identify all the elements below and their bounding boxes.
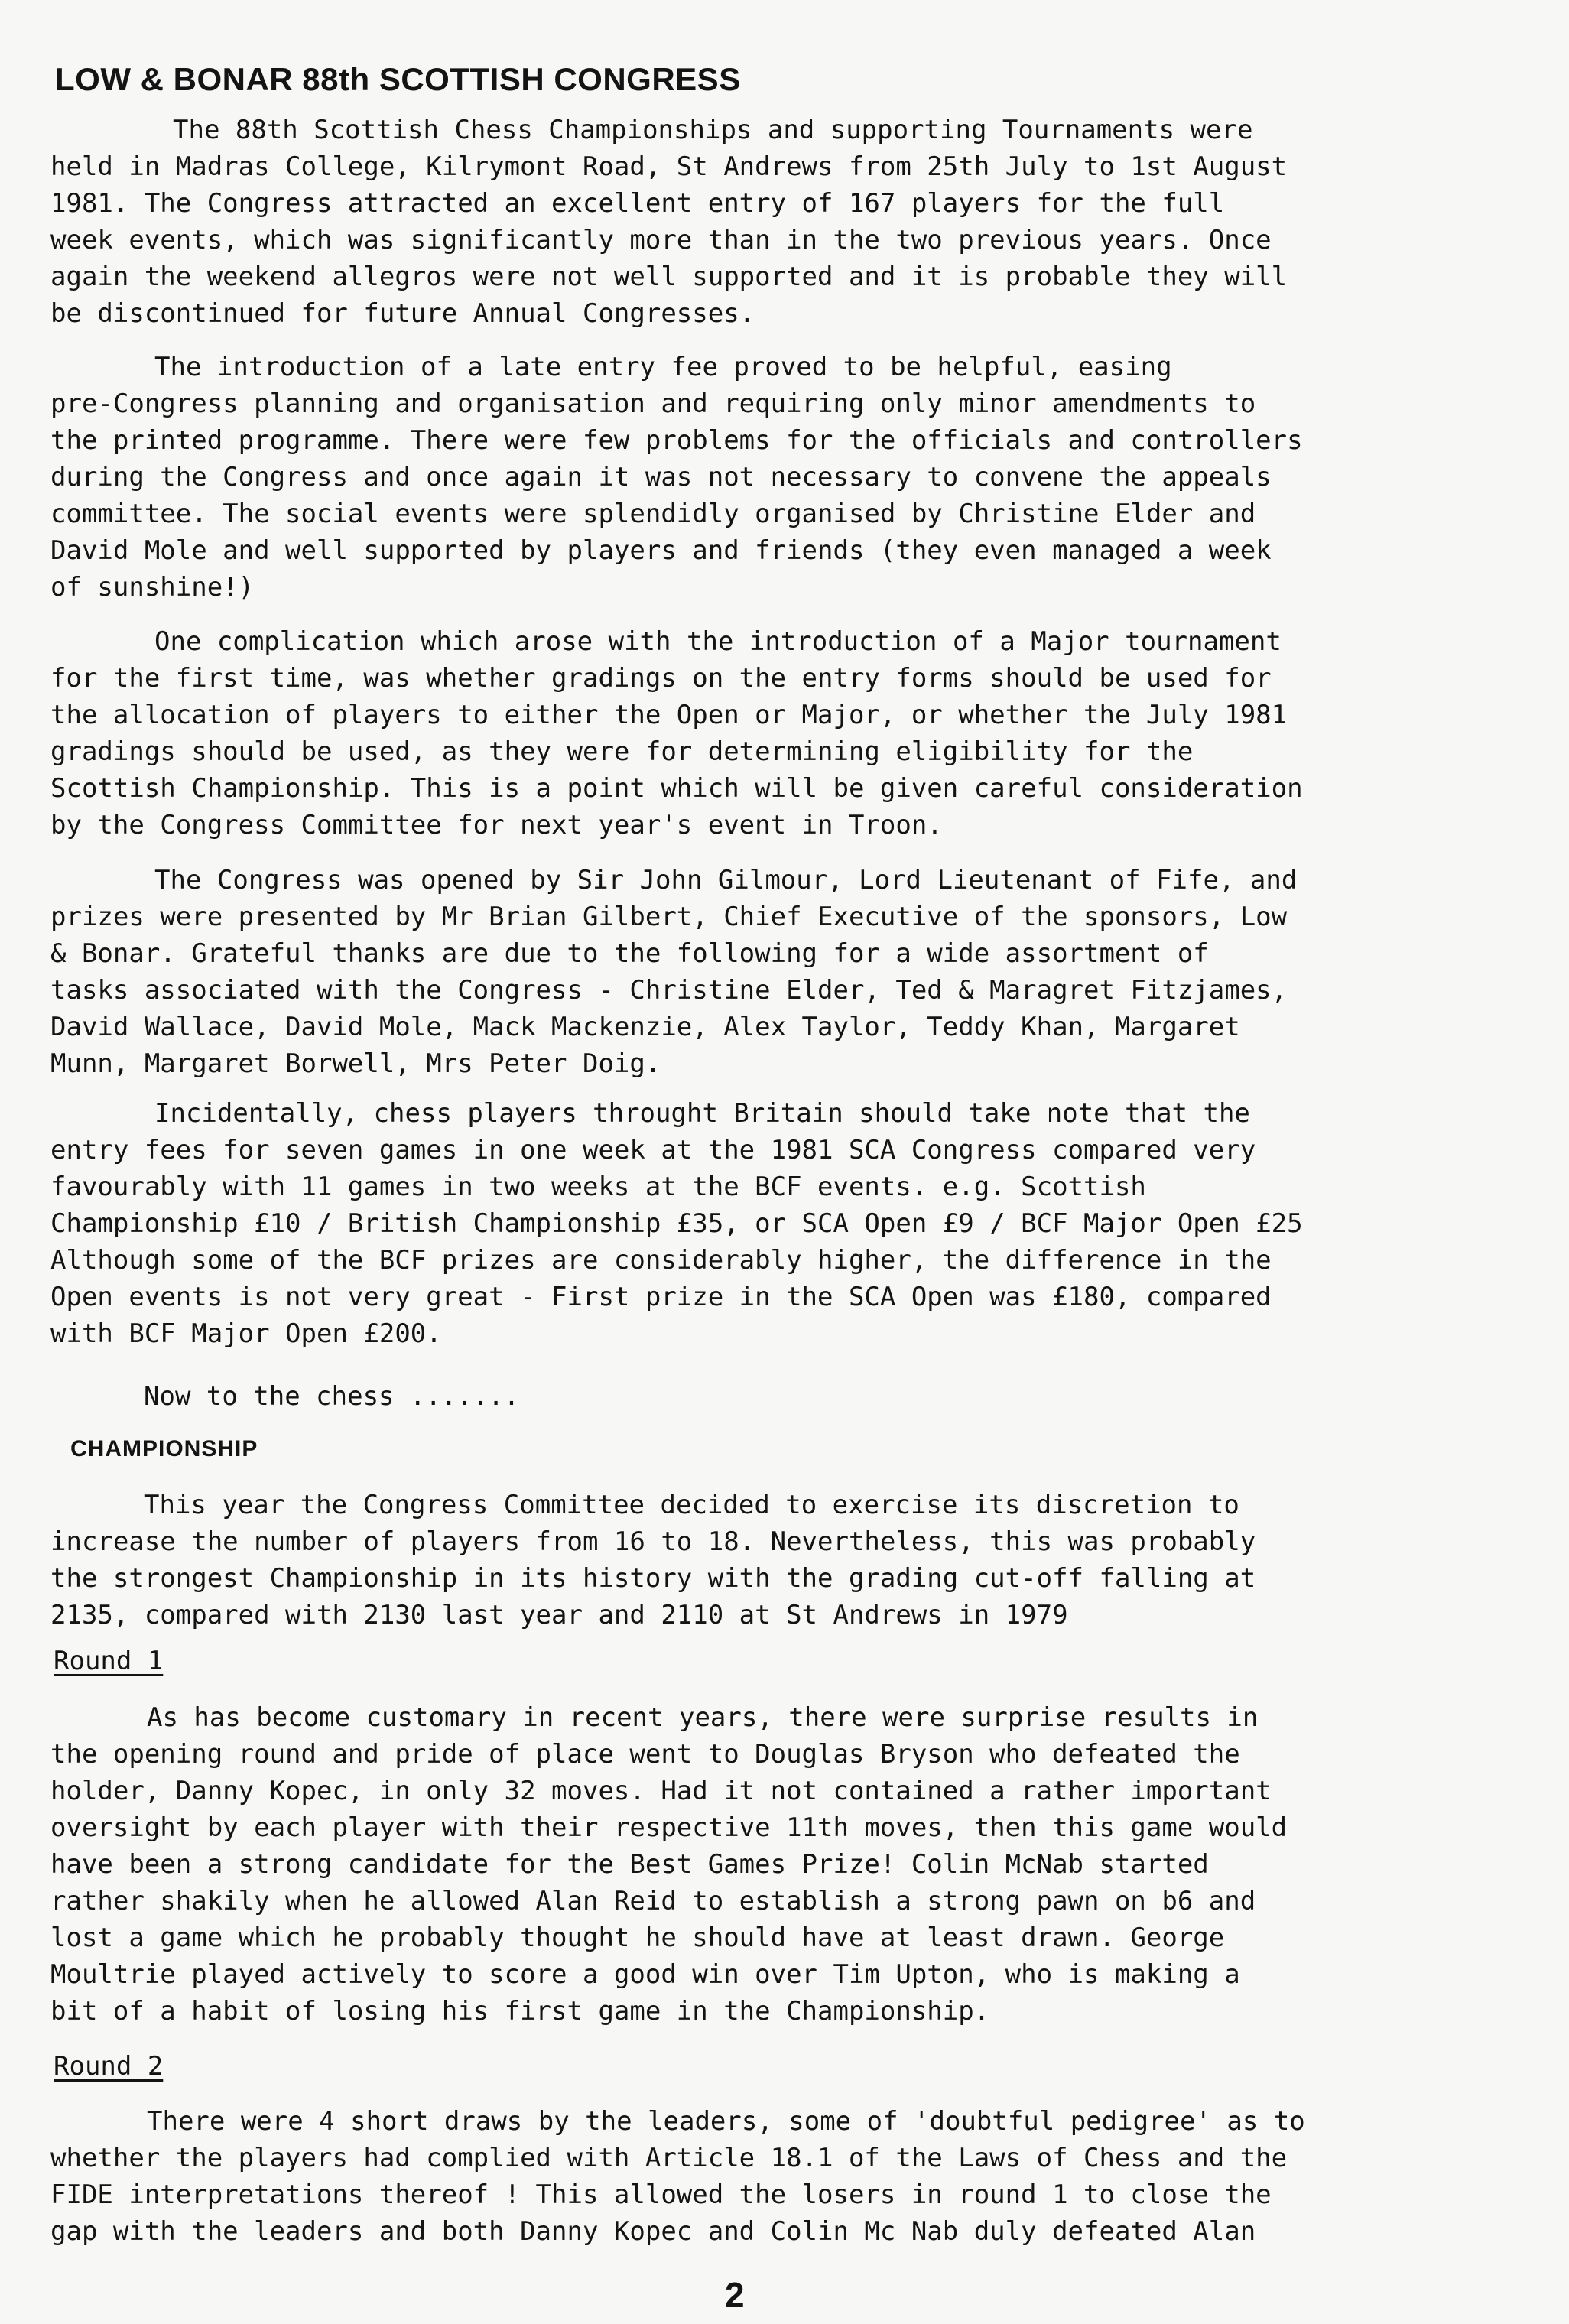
text-line: the opening round and pride of place went to Douglas Bryson who defeated the xyxy=(50,1739,1240,1770)
text-line: pre-Congress planning and organisation and requiring only minor amendments to xyxy=(50,388,1256,419)
page-number: 2 xyxy=(725,2275,745,2315)
text-line: Open events is not very great - First prize in the SCA Open was £180, compared xyxy=(50,1282,1272,1312)
text-line: gap with the leaders and both Danny Kopec and Colin Mc Nab duly defeated Alan xyxy=(50,2216,1256,2247)
round-1-paragraph xyxy=(50,1699,1503,2030)
text-line: the allocation of players to either the Open or Major, or whether the July 1981 xyxy=(50,700,1288,730)
text-line: Now to the chess ....... xyxy=(144,1381,520,1412)
late-entry-paragraph xyxy=(50,349,1503,606)
text-line: One complication which arose with the introduction of a Major tournament xyxy=(154,626,1282,657)
gradings-paragraph xyxy=(50,623,1503,843)
text-line: holder, Danny Kopec, in only 32 moves. Had it not contained a rather important xyxy=(50,1776,1272,1806)
intro-paragraph xyxy=(50,112,1503,332)
text-line: increase the number of players from 16 to 18. Nevertheless, this was probably xyxy=(50,1526,1256,1557)
text-line: week events, which was significantly more than in the two previous years. Once xyxy=(50,225,1272,255)
text-line: lost a game which he probably thought he should have at least drawn. George xyxy=(50,1923,1225,1953)
article-title: LOW & BONAR 88th SCOTTISH CONGRESS xyxy=(55,61,741,97)
entry-fees-paragraph xyxy=(50,1095,1503,1352)
opening-paragraph xyxy=(50,862,1503,1082)
text-line: The Congress was opened by Sir John Gilmour, Lord Lieutenant of Fife, and xyxy=(154,865,1298,895)
text-line: Championship £10 / British Championship £35, or SCA Open £9 / BCF Major Open £25 xyxy=(50,1208,1303,1239)
text-line: There were 4 short draws by the leaders, some of 'doubtful pedigree' as to xyxy=(147,2106,1305,2137)
text-line: gradings should be used, as they were for determining eligibility for the xyxy=(50,736,1194,767)
text-line: bit of a habit of losing his first game in the Championship. xyxy=(50,1996,990,2027)
text-line: This year the Congress Committee decided to exercise its discretion to xyxy=(144,1490,1239,1520)
text-line: prizes were presented by Mr Brian Gilbert, Chief Executive of the sponsors, Low xyxy=(50,902,1288,932)
text-line: for the first time, was whether gradings on the entry forms should be used for xyxy=(50,663,1272,694)
text-line: 1981. The Congress attracted an excellent entry of 167 players for the full xyxy=(50,188,1225,219)
text-line: entry fees for seven games in one week at the 1981 SCA Congress compared very xyxy=(50,1135,1256,1165)
round-1-heading: Round 1 xyxy=(54,1646,164,1676)
text-line: FIDE interpretations thereof ! This allowed the losers in round 1 to close the xyxy=(50,2179,1272,2210)
text-line: Scottish Championship. This is a point which will be given careful consideration xyxy=(50,773,1303,804)
text-line: during the Congress and once again it was not necessary to convene the appeals xyxy=(50,462,1272,492)
text-line: & Bonar. Grateful thanks are due to the following for a wide assortment of xyxy=(50,938,1209,969)
text-line: of sunshine!) xyxy=(50,572,255,603)
text-line: Although some of the BCF prizes are considerably higher, the difference in the xyxy=(50,1245,1272,1276)
text-line: favourably with 11 games in two weeks at the BCF events. e.g. Scottish xyxy=(50,1172,1146,1202)
text-line: by the Congress Committee for next year's event in Troon. xyxy=(50,810,943,840)
text-line: whether the players had complied with Article 18.1 of the Laws of Chess and the xyxy=(50,2143,1288,2173)
text-line: The introduction of a late entry fee proved to be helpful, easing xyxy=(154,352,1172,382)
text-line: with BCF Major Open £200. xyxy=(50,1318,442,1349)
text-line: The 88th Scottish Chess Championships and supporting Tournaments were xyxy=(173,115,1253,145)
text-line: As has become customary in recent years, there were surprise results in xyxy=(147,1702,1259,1733)
round-2-paragraph xyxy=(50,2103,1503,2250)
text-line: 2135, compared with 2130 last year and 2110 at St Andrews in 1979 xyxy=(50,1600,1068,1630)
text-line: have been a strong candidate for the Best Games Prize! Colin McNab started xyxy=(50,1849,1209,1880)
text-line: David Wallace, David Mole, Mack Mackenzie, Alex Taylor, Teddy Khan, Margaret xyxy=(50,1012,1240,1042)
text-line: tasks associated with the Congress - Christine Elder, Ted & Maragret Fitzjames, xyxy=(50,975,1288,1006)
text-line: be discontinued for future Annual Congresses. xyxy=(50,298,755,329)
round-2-heading: Round 2 xyxy=(54,2051,164,2082)
text-line: Moultrie played actively to score a good win over Tim Upton, who is making a xyxy=(50,1959,1240,1990)
text-line: held in Madras College, Kilrymont Road, St Andrews from 25th July to 1st August xyxy=(50,151,1288,182)
text-line: oversight by each player with their respective 11th moves, then this game would xyxy=(50,1812,1288,1843)
section-heading-championship: CHAMPIONSHIP xyxy=(70,1436,258,1461)
text-line: Incidentally, chess players throught Britain should take note that the xyxy=(154,1098,1250,1129)
text-line: rather shakily when he allowed Alan Reid to establish a strong pawn on b6 and xyxy=(50,1886,1256,1916)
text-line: the strongest Championship in its history with the grading cut-off falling at xyxy=(50,1563,1256,1594)
now-to-chess-line xyxy=(50,1378,1503,1415)
championship-paragraph xyxy=(50,1487,1503,1633)
text-line: again the weekend allegros were not well supported and it is probable they will xyxy=(50,262,1288,292)
text-line: committee. The social events were splendidly organised by Christine Elder and xyxy=(50,499,1256,529)
text-line: the printed programme. There were few problems for the officials and controllers xyxy=(50,425,1303,456)
text-line: Munn, Margaret Borwell, Mrs Peter Doig. xyxy=(50,1048,661,1079)
text-line: David Mole and well supported by players and friends (they even managed a week xyxy=(50,535,1272,566)
